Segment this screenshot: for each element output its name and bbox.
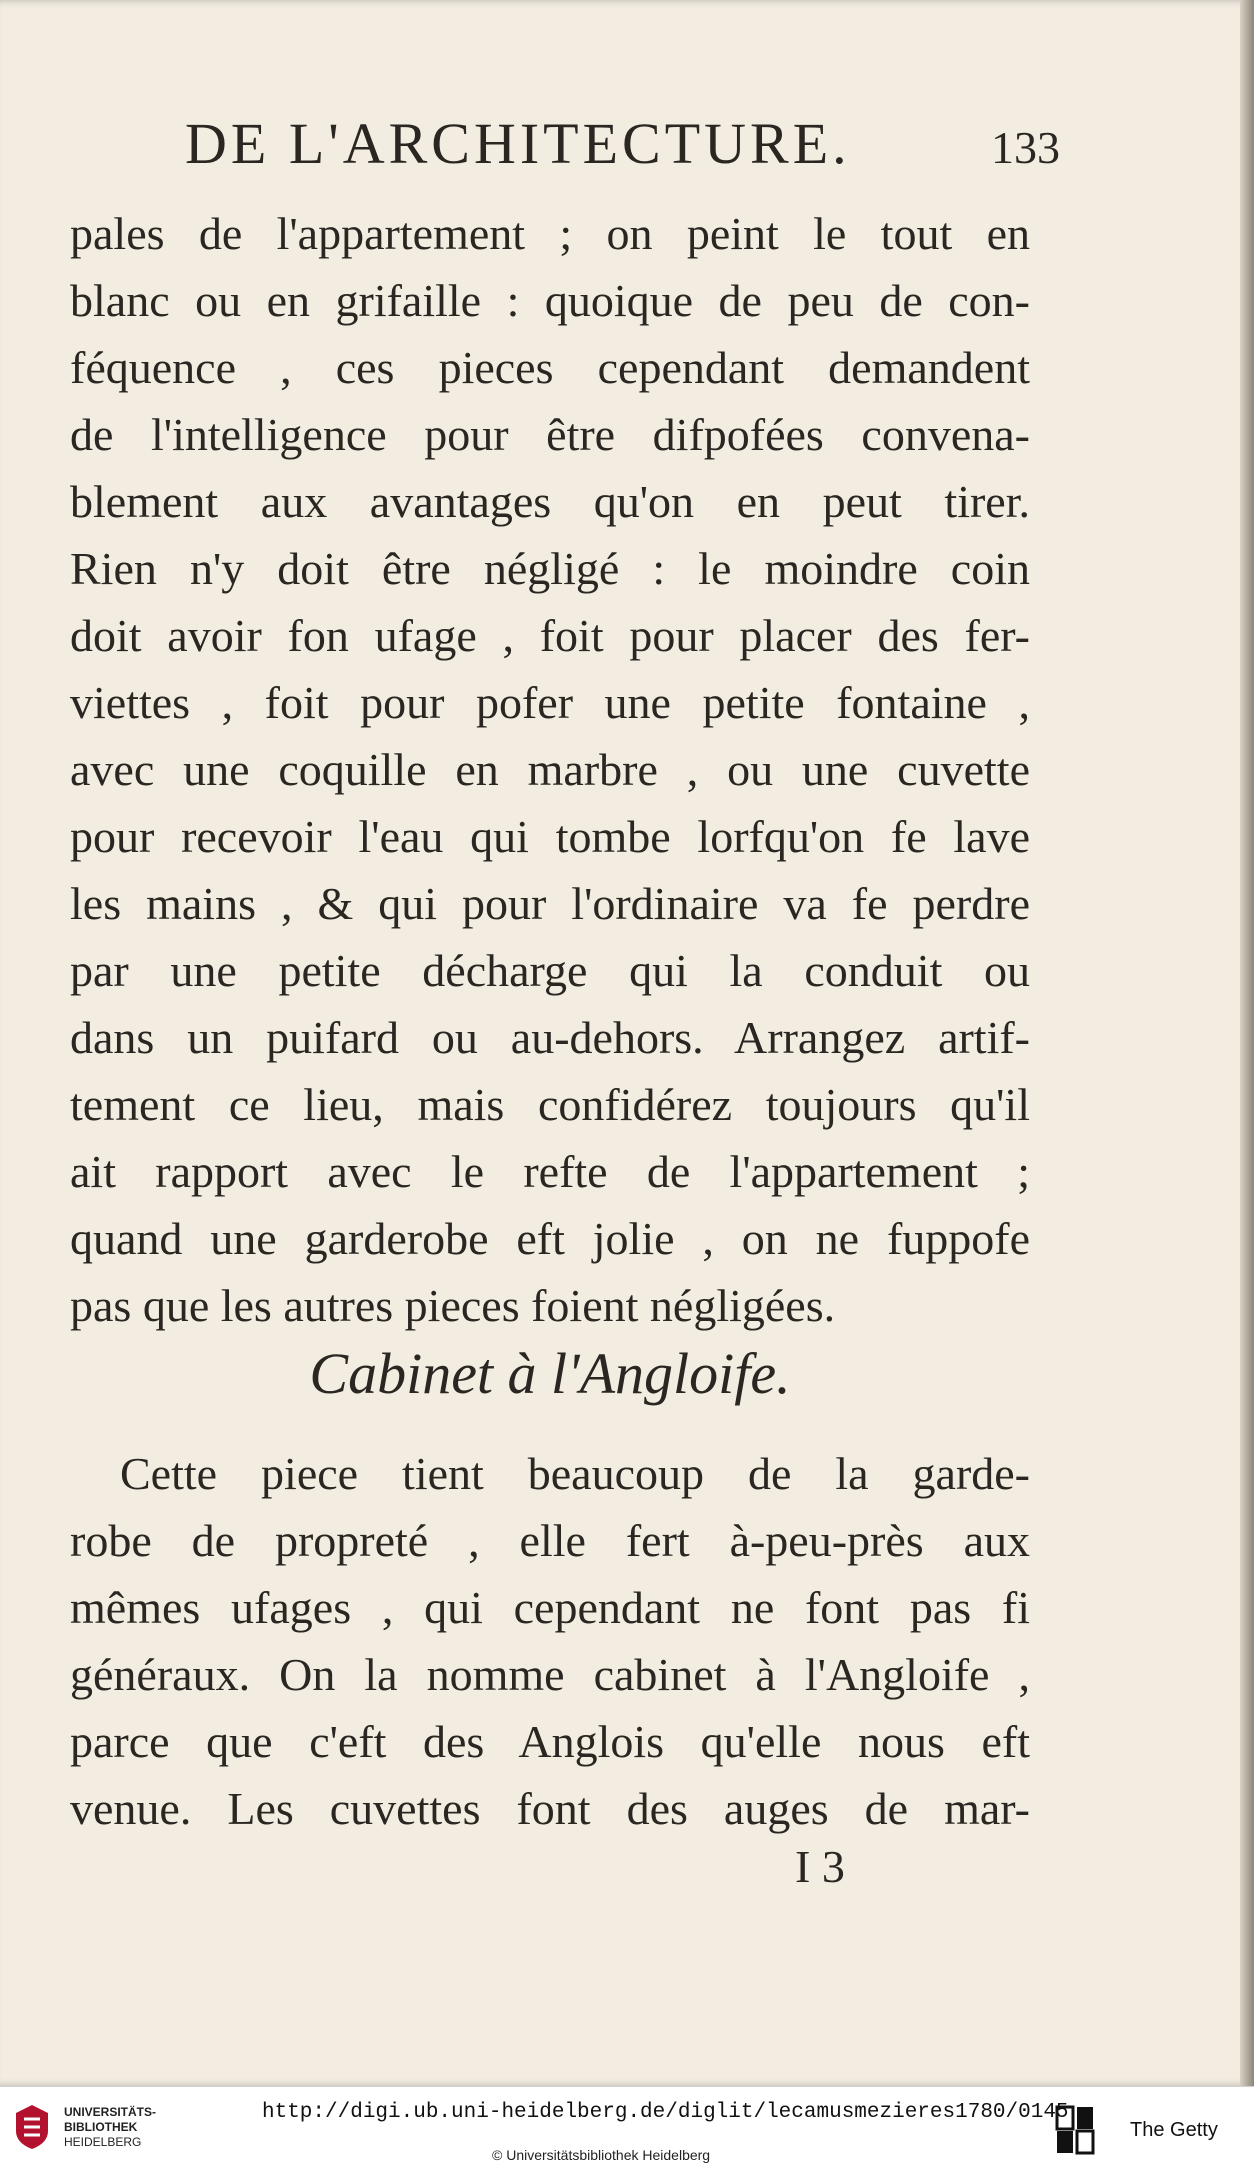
institution-line: BIBLIOTHEK [64,2119,138,2134]
text-line: Rien n'y doit être négligé : le moindre coin [70,543,1030,594]
institution-line: UNIVERSITÄTS- [64,2104,157,2119]
text-line: quand une garderobe eft jolie , on ne fuppofe [70,1213,1030,1264]
text-line: féquence , ces pieces cependant demandent [70,342,1030,393]
text-line: pales de l'appartement ; on peint le tout en [70,208,1030,259]
text-line: robe de propreté , elle fert à-peu-près aux [70,1515,1030,1566]
text-line: avec une coquille en marbre , ou une cuvette [70,744,1030,795]
footer-bar [0,2086,1254,2176]
page-number: 133 [991,122,1060,173]
signature-mark: I 3 [795,1841,845,1892]
text-line: mêmes ufages , qui cependant ne font pas fi [70,1582,1030,1633]
text-line: doit avoir fon ufage , foit pour placer des fer- [70,610,1030,661]
text-line: pour recevoir l'eau qui tombe lorfqu'on fe lave [70,811,1030,862]
text-line: Cette piece tient beaucoup de la garde- [120,1448,1030,1499]
running-head [185,110,1060,177]
text-line: viettes , foit pour pofer une petite fontaine , [70,677,1030,728]
university-logo[interactable] [12,2103,156,2151]
text-line: dans un puifard ou au-dehors. Arrangez artif- [70,1012,1030,1063]
text-line: pas que les autres pieces foient négligées. [70,1280,836,1331]
text-line: blement aux avantages qu'on en peut tirer. [70,476,1030,527]
getty-logo-icon[interactable] [1055,2105,1095,2155]
getty-label[interactable]: The Getty [1130,2119,1218,2141]
text-line: tement ce lieu, mais confidérez toujours qu'il [70,1079,1030,1130]
text-line: par une petite décharge qui la conduit ou [70,945,1030,996]
section-heading: Cabinet à l'Angloife. [309,1341,791,1406]
text-line: blanc ou en grifaille : quoique de peu de con- [70,275,1030,326]
text-line: de l'intelligence pour être difpofées convena- [70,409,1030,460]
page-edge [1240,0,1254,2086]
text-line: les mains , & qui pour l'ordinaire va fe perdre [70,878,1030,929]
running-head-title: DE L'ARCHITECTURE. [185,111,851,176]
institution-line: HEIDELBERG [64,2134,142,2149]
text-line: ait rapport avec le refte de l'appartement ; [70,1146,1030,1197]
text-line: parce que c'eft des Anglois qu'elle nous eft [70,1716,1030,1767]
paragraph-1 [70,200,1030,1339]
paragraph-2 [70,1440,1030,1842]
copyright-text: © Universitätsbibliothek Heidelberg [492,2147,711,2163]
permalink-url[interactable]: http://digi.ub.uni-heidelberg.de/diglit/lecamusmezieres1780/0145 [262,2101,1069,2124]
text-line: venue. Les cuvettes font des auges de mar- [70,1783,1030,1834]
university-seal-icon [12,2103,52,2151]
text-line: généraux. On la nomme cabinet à l'Angloife , [70,1649,1030,1700]
